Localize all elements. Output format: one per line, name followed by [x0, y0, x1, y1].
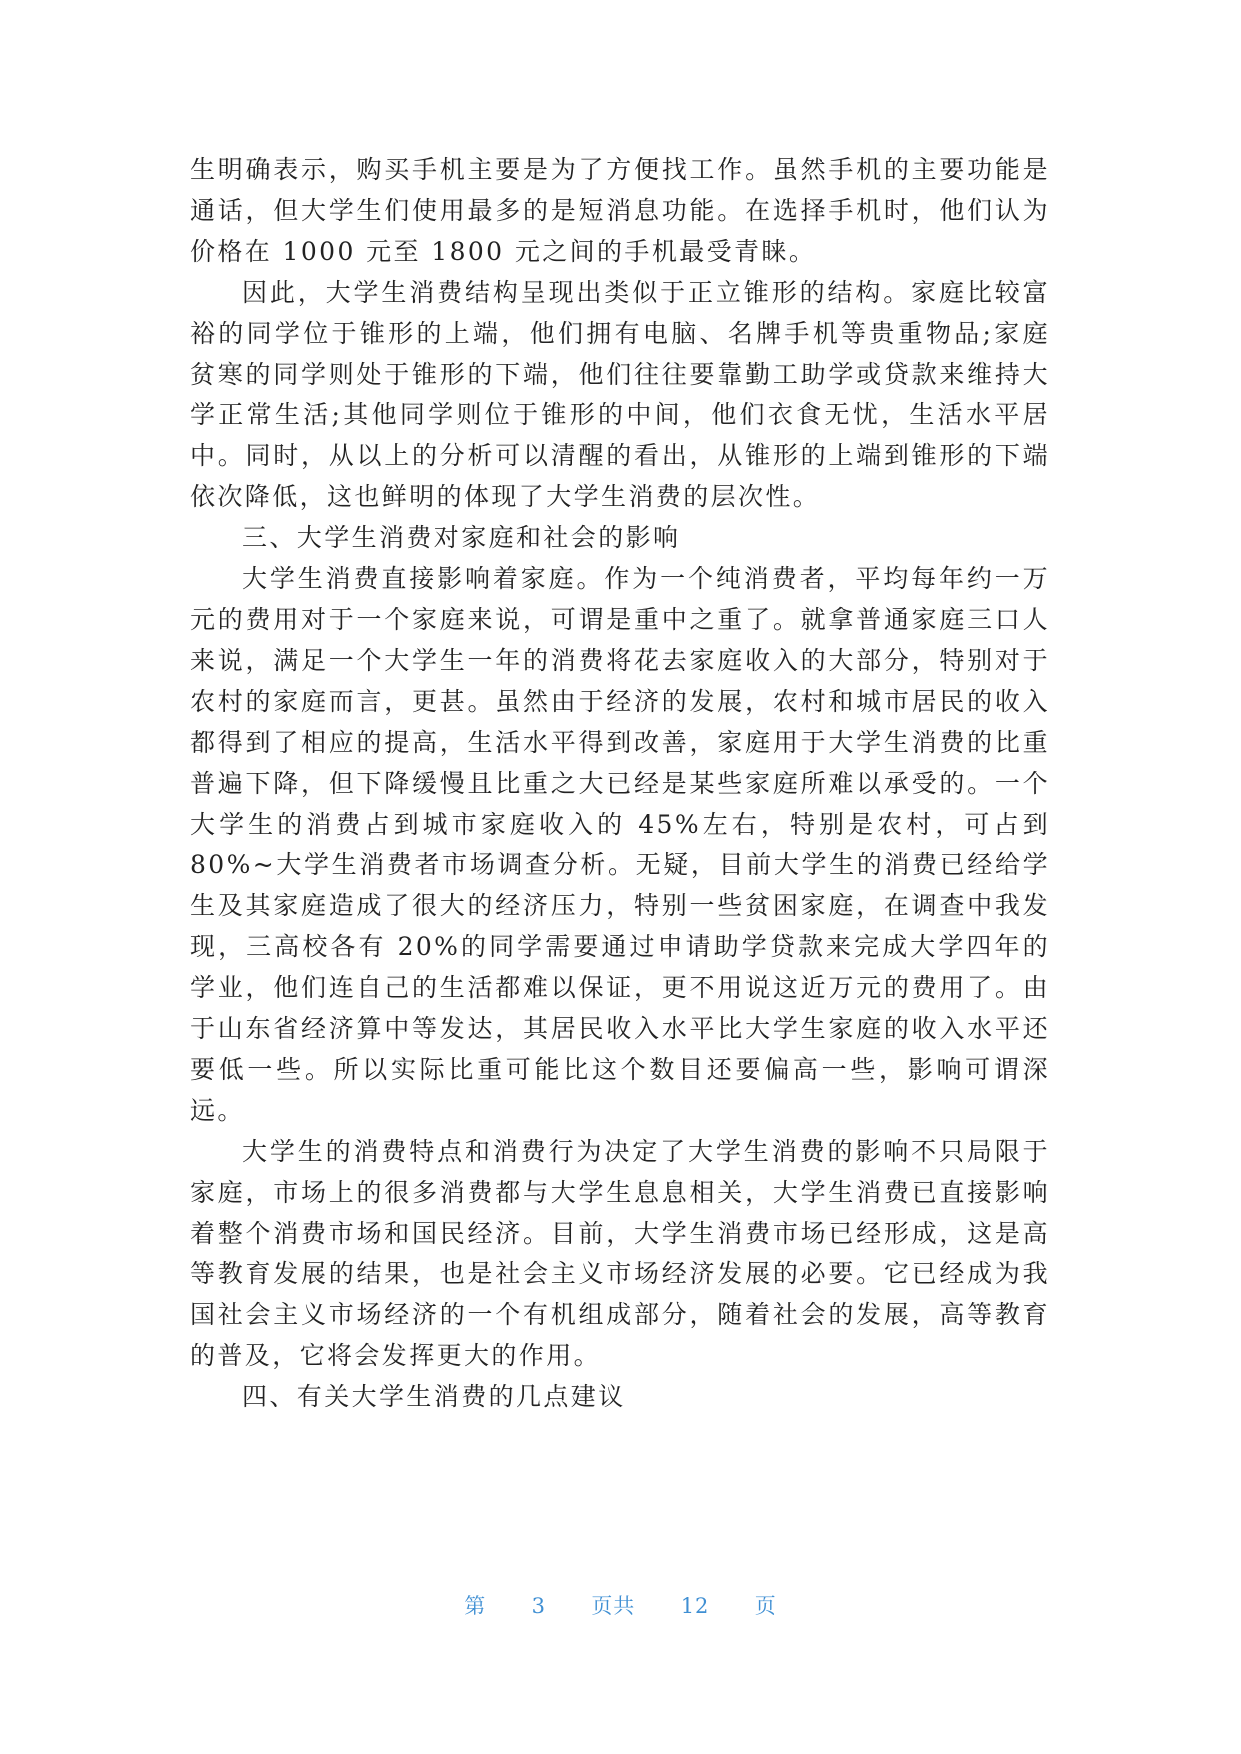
footer-prefix: 第 [464, 1594, 487, 1618]
paragraph-market-impact: 大学生的消费特点和消费行为决定了大学生消费的影响不只局限于家庭，市场上的很多消费都与大学生息息相关，大学生消费已直接影响着整个消费市场和国民经济。目前，大学生消费市场已经形成，这是高等教育发展的结果，也是社会主义市场经济发展的必要。它已经成为我国社会主义市场经济的一个有机组成部分，随着社会的发展，高等教育的普及，它将会发挥更大的作用。 [190, 1136, 1050, 1371]
section-heading-impact: 三、大学生消费对家庭和社会的影响 [242, 523, 681, 553]
document-body [190, 150, 1050, 1418]
page-footer [0, 1590, 1241, 1620]
paragraph-consumption-structure: 因此，大学生消费结构呈现出类似于正立锥形的结构。家庭比较富裕的同学位于锥形的上端，他们拥有电脑、名牌手机等贵重物品;家庭贫寒的同学则处于锥形的下端，他们往往要靠勤工助学或贷款来维持大学正常生活;其他同学则位于锥形的中间，他们衣食无忧，生活水平居中。同时，从以上的分析可以清醒的看出，从锥形的上端到锥形的下端依次降低，这也鲜明的体现了大学生消费的层次性。 [190, 277, 1050, 512]
paragraph-phone-usage: 生明确表示，购买手机主要是为了方便找工作。虽然手机的主要功能是通话，但大学生们使用最多的是短消息功能。在选择手机时，他们认为价格在 1000 元至 1800 元之间的手机最受青睐。 [190, 155, 1050, 266]
total-pages-number: 12 [680, 1594, 710, 1618]
current-page-number: 3 [531, 1594, 546, 1618]
section-heading-suggestions: 四、有关大学生消费的几点建议 [242, 1382, 626, 1412]
footer-middle: 页共 [591, 1594, 636, 1618]
paragraph-family-impact: 大学生消费直接影响着家庭。作为一个纯消费者，平均每年约一万元的费用对于一个家庭来说，可谓是重中之重了。就拿普通家庭三口人来说，满足一个大学生一年的消费将花去家庭收入的大部分，特别对于农村的家庭而言，更甚。虽然由于经济的发展，农村和城市居民的收入都得到了相应的提高，生活水平得到改善，家庭用于大学生消费的比重普遍下降，但下降缓慢且比重之大已经是某些家庭所难以承受的。一个大学生的消费占到城市家庭收入的 45%左右，特别是农村，可占到 80%~大学生消费者市场调查分析。无疑，目前大学生的消费已经给学生及其家庭造成了很大的经济压力，特别一些贫困家庭，在调查中我发现，三高校各有 20%的同学需要通过申请助学贷款来完成大学四年的学业，他们连自己的生活都难以保证，更不用说这近万元的费用了。由于山东省经济算中等发达，其居民收入水平比大学生家庭的收入水平还要低一些。所以实际比重可能比这个数目还要偏高一些，影响可谓深远。 [190, 564, 1050, 1125]
footer-suffix: 页 [754, 1594, 777, 1618]
